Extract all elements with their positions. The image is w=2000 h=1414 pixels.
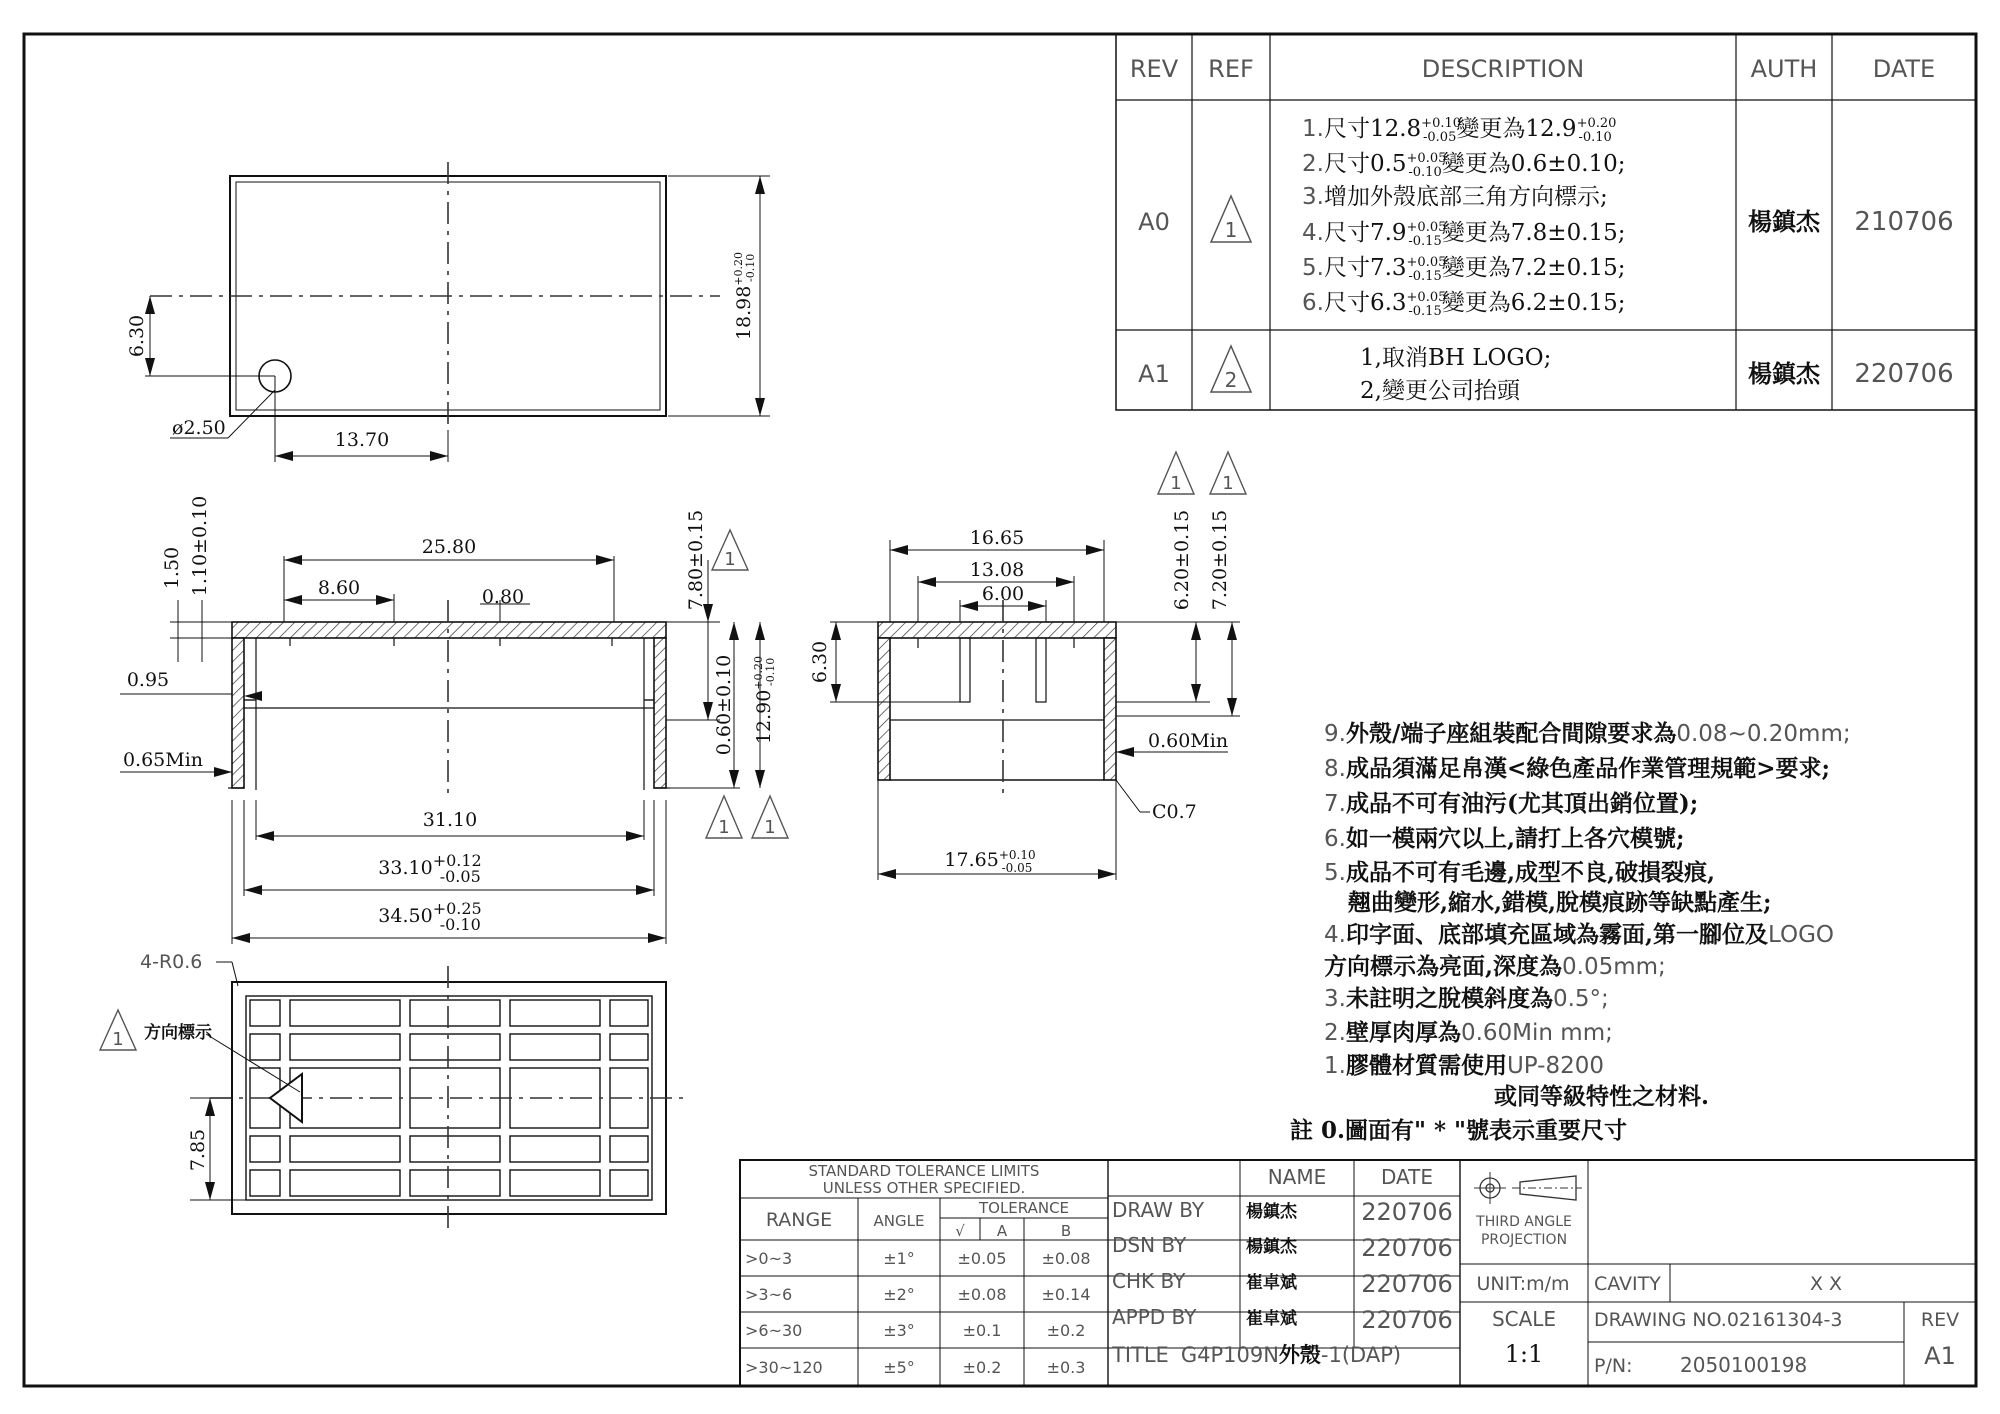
signoff-date: 220706	[1361, 1306, 1453, 1334]
tol-row-range: >30~120	[745, 1358, 823, 1377]
side-view-section	[809, 452, 1246, 880]
scale-value: 1:1	[1504, 1340, 1544, 1368]
tol-row-range: >0~3	[745, 1249, 793, 1268]
notes-block	[1290, 720, 1851, 1144]
svg-text:18.98+0.20-0.10: $18.98^{+0.20}-0.10$	[732, 251, 757, 341]
note-7: 7.成品不可有油污(尤其頂出銷位置);	[1324, 790, 1699, 817]
note-8: 8.成品須滿足帛漢<綠色產品作業管理規範>要求;	[1324, 755, 1830, 782]
dim-6-30: 6.30	[126, 314, 148, 358]
rev-triangle-icon	[712, 530, 748, 570]
svg-text:17.65+0.10-0.05: $17.65^{+0.10}$ -0.05	[944, 848, 1036, 875]
tolerance-angle-header: ANGLE	[873, 1212, 925, 1230]
tol-row-range: >3~6	[745, 1285, 793, 1304]
rev-triangle-icon	[706, 796, 742, 838]
rev-a0-description	[1302, 116, 1626, 319]
rev-a1-line-2: 2,變更公司抬頭	[1360, 378, 1520, 404]
rev-a0-date: 210706	[1854, 207, 1954, 237]
dim-7-20: 7.20±0.15	[1209, 509, 1231, 611]
tol-row-angle: ±3°	[883, 1321, 915, 1340]
note-1: 1.膠體材質需使用UP-8200	[1324, 1052, 1604, 1079]
dim-4-r0-6: 4-R0.6	[140, 951, 203, 973]
unit-label: UNIT:m/m	[1476, 1273, 1570, 1295]
signoff-date-header: DATE	[1380, 1165, 1434, 1189]
rev-a1-line-1: 1,取消BH LOGO;	[1360, 345, 1552, 371]
tolerance-title-2: UNLESS OTHER SPECIFIED.	[822, 1179, 1026, 1197]
signoff-name-header: NAME	[1267, 1165, 1327, 1189]
svg-text:2.尺寸0.5+0.05-0.10變更為0.6±0.10;: 2.尺寸$0.5^{+0.05}$ -0.10變更為0.6±0.10;	[1302, 151, 1626, 180]
tolerance-check-header: √	[955, 1222, 965, 1240]
drawing-number: DRAWING NO.02161304-3	[1594, 1309, 1843, 1331]
pn-value: 2050100198	[1680, 1353, 1808, 1377]
dim-7-80: 7.80±0.15	[685, 509, 707, 611]
signoff-role: DRAW BY	[1112, 1198, 1205, 1222]
dim-17-65: 17.65	[944, 849, 999, 871]
note-0: 註 0.圖面有" * "號表示重要尺寸	[1290, 1117, 1628, 1144]
note-4-cont: 方向標示為亮面,深度為0.05mm;	[1324, 953, 1666, 980]
note-4: 4.印字面、底部填充區域為霧面,第一腳位及LOGO	[1324, 921, 1834, 948]
dim-1-50: 1.50	[161, 546, 183, 590]
svg-text:1: 1	[724, 549, 736, 570]
tolerance-a-header: A	[996, 1222, 1008, 1240]
svg-text:12.90+0.20-0.10: $12.90^{+0.20}-0.10$	[752, 655, 777, 745]
dim-0-65min: 0.65Min	[122, 749, 204, 771]
ref-header: REF	[1208, 55, 1254, 83]
svg-text:33.10+0.12-0.05: $33.10^{+0.12}$ -0.05	[378, 851, 482, 886]
projection-line-2: PROJECTION	[1480, 1232, 1568, 1248]
cavity-value: X X	[1809, 1273, 1843, 1295]
dim-1-10: 1.10±0.10	[189, 495, 211, 597]
note-5-cont: 翹曲變形,縮水,錯模,脫模痕跡等缺點產生;	[1348, 889, 1772, 916]
drawing-title: TITLE G4P109N外殼-1(DAP)	[1112, 1342, 1402, 1367]
dim-c0-7: C0.7	[1152, 801, 1197, 823]
tol-row-angle: ±5°	[883, 1358, 915, 1377]
pn-label: P/N:	[1594, 1355, 1633, 1377]
tol-row-a: ±0.05	[957, 1249, 1007, 1268]
rev-triangle-icon	[1210, 452, 1246, 494]
dim-12-90: 12.90	[753, 689, 775, 745]
dim-18-98: 18.98	[733, 285, 755, 341]
dim-6-00: 6.00	[981, 583, 1025, 605]
tol-row-a: ±0.2	[962, 1358, 1002, 1377]
third-angle-projection-icon	[1474, 1172, 1582, 1204]
rev-label: REV	[1920, 1309, 1960, 1331]
tol-row-b: ±0.2	[1046, 1321, 1086, 1340]
tolerance-header: TOLERANCE	[978, 1199, 1070, 1217]
signoff-role: DSN BY	[1112, 1233, 1187, 1257]
cavity-label: CAVITY	[1594, 1273, 1661, 1295]
dim-16-65: 16.65	[969, 527, 1025, 549]
rev-triangle-icon	[1211, 346, 1251, 392]
svg-text:1: 1	[764, 817, 776, 838]
svg-text:1: 1	[112, 1029, 124, 1050]
svg-text:34.50+0.25-0.10: $34.50^{+0.25}$ -0.10	[378, 899, 482, 934]
note-1-cont: 或同等級特性之材料.	[1494, 1083, 1710, 1110]
rev-a1-auth: 楊鎮杰	[1748, 359, 1820, 388]
dim-0-60: 0.60±0.10	[713, 654, 735, 756]
auth-header: AUTH	[1750, 55, 1818, 83]
signoff-name: 崔卓斌	[1246, 1309, 1297, 1329]
tolerance-title-1: STANDARD TOLERANCE LIMITS	[808, 1162, 1040, 1180]
projection-line-1: THIRD ANGLE	[1476, 1214, 1572, 1230]
scale-label: SCALE	[1491, 1307, 1557, 1331]
date-header: DATE	[1872, 55, 1936, 83]
title-block	[740, 1160, 1976, 1386]
dim-6-20: 6.20±0.15	[1171, 509, 1193, 611]
front-view-section	[120, 496, 788, 944]
tolerance-range-header: RANGE	[765, 1209, 833, 1231]
signoff-role: APPD BY	[1112, 1305, 1197, 1329]
dim-33-10: 33.10	[378, 857, 433, 879]
signoff-name: 崔卓斌	[1246, 1273, 1297, 1293]
description-header: DESCRIPTION	[1421, 55, 1585, 83]
dim-13-08: 13.08	[969, 559, 1025, 581]
rev-triangle-icon	[1211, 196, 1251, 242]
tol-row-b: ±0.3	[1046, 1358, 1086, 1377]
signoff-name: 楊鎮杰	[1246, 1202, 1297, 1222]
tol-row-angle: ±1°	[883, 1249, 915, 1268]
tol-row-b: ±0.14	[1041, 1285, 1091, 1304]
svg-text:6.尺寸6.3+0.05-0.15變更為6.2±0.15;: 6.尺寸$6.3^{+0.05}$ -0.15變更為6.2±0.15;	[1302, 290, 1626, 319]
rev-a0: A0	[1138, 208, 1170, 236]
bottom-view	[100, 951, 690, 1230]
tol-row-range: >6~30	[745, 1321, 803, 1340]
dim-34-50: 34.50	[378, 905, 433, 927]
tol-row-angle: ±2°	[883, 1285, 915, 1304]
signoff-date: 220706	[1361, 1198, 1453, 1226]
tol-row-a: ±0.08	[957, 1285, 1007, 1304]
dim-hole-dia: ø2.50	[172, 417, 226, 439]
note-3: 3.未註明之脫模斜度為0.5°;	[1324, 985, 1609, 1012]
dim-25-80: 25.80	[421, 536, 477, 558]
rev-a1-date: 220706	[1854, 359, 1954, 389]
dim-0-80: 0.80	[481, 586, 525, 608]
dim-13-70: 13.70	[334, 429, 390, 451]
rev-header: REV	[1129, 55, 1179, 83]
direction-triangle-icon	[270, 1074, 302, 1122]
tolerance-b-header: B	[1060, 1222, 1072, 1240]
rev-a1: A1	[1138, 360, 1170, 388]
dim-0-95: 0.95	[126, 669, 170, 691]
dim-8-60: 8.60	[317, 577, 361, 599]
rev-triangle-icon	[100, 1010, 136, 1050]
signoff-role: CHK BY	[1112, 1269, 1186, 1293]
svg-text:1.尺寸12.8+0.10-0.05變更為12.9+0.20: 1.尺寸$12.8^{+0.10}$ -0.05變更為$12.9^{+0.20}$ -0.10	[1302, 116, 1617, 145]
tol-row-a: ±0.1	[962, 1321, 1002, 1340]
svg-text:1: 1	[1224, 218, 1238, 242]
svg-text:2: 2	[1224, 368, 1238, 392]
rev-value: A1	[1924, 1342, 1956, 1370]
note-6: 6.如一模兩穴以上,請打上各穴模號;	[1324, 825, 1685, 852]
svg-text:5.尺寸7.3+0.05-0.15變更為7.2±0.15;: 5.尺寸$7.3^{+0.05}$ -0.15變更為7.2±0.15;	[1302, 255, 1626, 284]
dim-7-85: 7.85	[187, 1128, 209, 1172]
svg-text:1: 1	[1222, 473, 1234, 494]
rev-triangle-icon	[1158, 452, 1194, 494]
rev-triangle-icon	[752, 796, 788, 838]
svg-text:3.增加外殼底部三角方向標示;: 3.增加外殼底部三角方向標示;	[1302, 184, 1608, 210]
signoff-name: 楊鎮杰	[1246, 1237, 1297, 1257]
dim-31-10: 31.10	[422, 809, 478, 831]
note-9: 9.外殼/端子座組裝配合間隙要求為0.08~0.20mm;	[1324, 720, 1851, 747]
revision-table	[1116, 34, 1976, 410]
signoff-date: 220706	[1361, 1270, 1453, 1298]
svg-text:4.尺寸7.9+0.05-0.15變更為7.8±0.15;: 4.尺寸$7.9^{+0.05}$ -0.15變更為7.8±0.15;	[1302, 220, 1626, 249]
note-2: 2.壁厚肉厚為0.60Min mm;	[1324, 1019, 1613, 1046]
top-view	[126, 162, 770, 462]
tol-row-b: ±0.08	[1041, 1249, 1091, 1268]
note-5: 5.成品不可有毛邊,成型不良,破損裂痕,	[1324, 859, 1715, 886]
direction-label: 方向標示	[144, 1023, 212, 1043]
dim-0-60min: 0.60Min	[1148, 730, 1229, 752]
svg-text:1: 1	[1170, 473, 1182, 494]
signoff-date: 220706	[1361, 1234, 1453, 1262]
dim-side-6-30: 6.30	[809, 640, 831, 684]
rev-a0-auth: 楊鎮杰	[1748, 207, 1820, 236]
svg-text:1: 1	[718, 817, 730, 838]
